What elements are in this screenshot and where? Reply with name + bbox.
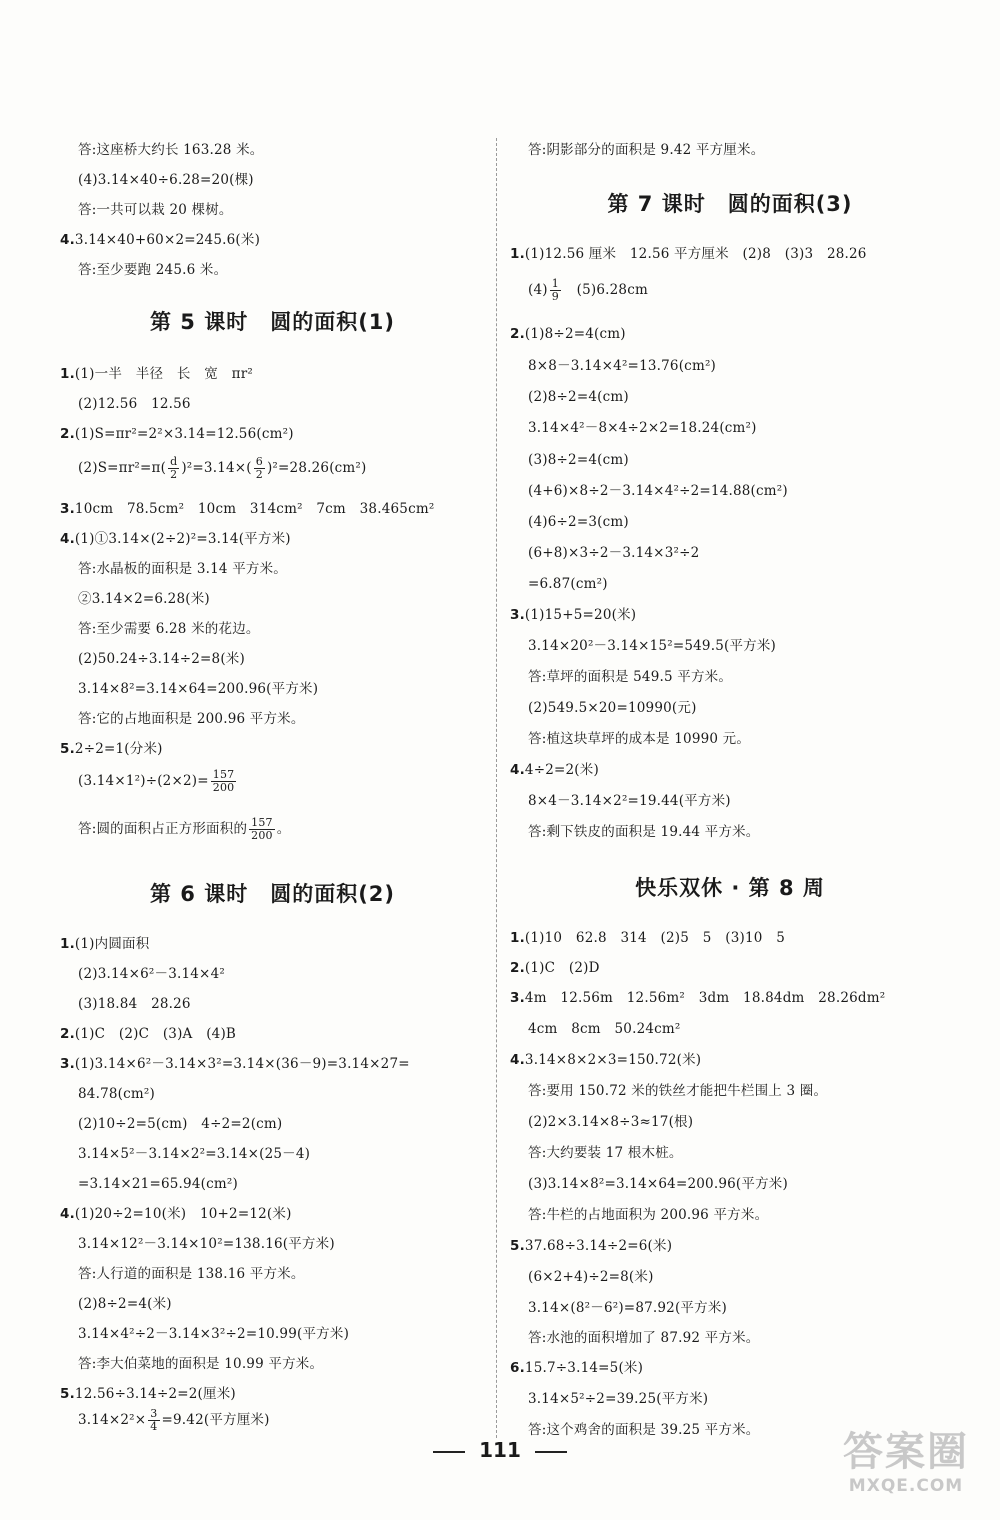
answer-line: 5.2÷2=1(分米) bbox=[60, 741, 163, 757]
answer-line: 答:植这块草坪的成本是 10990 元。 bbox=[528, 731, 751, 747]
answer-line: 4.4÷2=2(米) bbox=[510, 762, 599, 778]
answer-line: 答:至少要跑 245.6 米。 bbox=[78, 262, 228, 278]
answer-line: 3.14×8²=3.14×64=200.96(平方米) bbox=[78, 681, 319, 697]
answer-line: (2)2×3.14×8÷3≈17(根) bbox=[528, 1114, 694, 1130]
answer-line: 3.(1)3.14×6²－3.14×3²=3.14×(36－9)=3.14×27= bbox=[60, 1056, 410, 1072]
answer-line: 5.12.56÷3.14÷2=2(厘米) bbox=[60, 1386, 236, 1402]
formula-line: (3.14×1²)÷(2×2)= $\frac{157}{200}$ bbox=[78, 768, 235, 794]
answer-line: 5.37.68÷3.14÷2=6(米) bbox=[510, 1238, 673, 1254]
answer-line: (4+6)×8÷2－3.14×4²÷2=14.88(cm²) bbox=[528, 483, 788, 499]
question-number: 4. bbox=[60, 232, 75, 248]
answer-line: 3.14×4²－8×4÷2×2=18.24(cm²) bbox=[528, 420, 757, 436]
answer-line: 3.14×5²÷2=39.25(平方米) bbox=[528, 1391, 709, 1407]
fraction: $\frac{d}{2}$ bbox=[170, 455, 178, 481]
answer-line: 3.14×20²－3.14×15²=549.5(平方米) bbox=[528, 638, 777, 654]
answer-line: (3)18.84 28.26 bbox=[78, 996, 191, 1012]
answer-line: 4cm 8cm 50.24cm² bbox=[528, 1021, 681, 1037]
lesson6-title: 第 6 课时 圆的面积(2) bbox=[149, 882, 396, 906]
answer-line: 答:要用 150.72 米的铁丝才能把牛栏围上 3 圈。 bbox=[528, 1083, 828, 1099]
answer-line: 84.78(cm²) bbox=[78, 1086, 155, 1102]
answer-line: (4)3.14×40÷6.28=20(棵) bbox=[78, 172, 254, 188]
formula-line: 3.14×2²× $\frac{3}{4}$ =9.42(平方厘米) bbox=[78, 1407, 270, 1433]
answer-line: ②3.14×2=6.28(米) bbox=[78, 591, 210, 607]
answer-line: 答:阴影部分的面积是 9.42 平方厘米。 bbox=[528, 142, 765, 158]
formula-line: (4) $\frac{1}{9}$ (5)6.28cm bbox=[528, 277, 648, 303]
lesson7-title: 第 7 课时 圆的面积(3) bbox=[607, 192, 853, 216]
answer-line: (2)3.14×6²－3.14×4² bbox=[78, 966, 225, 982]
answer-line: 2.(1)S=πr²=2²×3.14=12.56(cm²) bbox=[60, 426, 294, 442]
answer-line: 答:水池的面积增加了 87.92 平方米。 bbox=[528, 1330, 760, 1346]
answer-line: 答:至少需要 6.28 米的花边。 bbox=[78, 621, 260, 637]
answer-line: 3.4m 12.56m 12.56m² 3dm 18.84dm 28.26dm² bbox=[510, 990, 886, 1006]
answer-line: (6+8)×3÷2－3.14×3²÷2 bbox=[528, 545, 700, 561]
answer-line: 答:剩下铁皮的面积是 19.44 平方米。 bbox=[528, 824, 760, 840]
answer-line: 3.14×12²－3.14×10²=138.16(平方米) bbox=[78, 1236, 335, 1252]
page-number: 111 bbox=[479, 1438, 521, 1462]
answer-line: 6.15.7÷3.14=5(米) bbox=[510, 1360, 644, 1376]
answer-line: 答:李大伯菜地的面积是 10.99 平方米。 bbox=[78, 1356, 324, 1372]
answer-line: 答:大约要装 17 根木桩。 bbox=[528, 1145, 683, 1161]
answer-line: 答:草坪的面积是 549.5 平方米。 bbox=[528, 669, 733, 685]
answer-line: 2.(1)8÷2=4(cm) bbox=[510, 326, 626, 342]
answer-line: (6×2+4)÷2=8(米) bbox=[528, 1269, 654, 1285]
answer-line: (3)3.14×8²=3.14×64=200.96(平方米) bbox=[528, 1176, 788, 1192]
answer-line: 4.3.14×40+60×2=245.6(米) bbox=[60, 232, 261, 248]
week8-title: 快乐双休 · 第 8 周 bbox=[635, 876, 825, 900]
answer-line: 答:牛栏的占地面积为 200.96 平方米。 bbox=[528, 1207, 769, 1223]
answer-line: (2)8÷2=4(cm) bbox=[528, 389, 629, 405]
answer-line: 答:这座桥大约长 163.28 米。 bbox=[78, 142, 264, 158]
formula-line: (2)S=πr²=π( $\frac{d}{2}$ )²=3.14×( $\frac{6}{2}$ )²=28.26(cm²) bbox=[78, 455, 367, 481]
answer-line: 3.14×4²÷2－3.14×3²÷2=10.99(平方米) bbox=[78, 1326, 350, 1342]
answer-line: (2)10÷2=5(cm) 4÷2=2(cm) bbox=[78, 1116, 283, 1132]
answer-line: 1.(1)10 62.8 314 (2)5 5 (3)10 5 bbox=[510, 930, 786, 946]
answer-line: 8×4－3.14×2²=19.44(平方米) bbox=[528, 793, 731, 809]
answer-line: 答:人行道的面积是 138.16 平方米。 bbox=[78, 1266, 305, 1282]
answer-line: (2)50.24÷3.14÷2=8(米) bbox=[78, 651, 245, 667]
answer-line: 3.10cm 78.5cm² 10cm 314cm² 7cm 38.465cm² bbox=[60, 501, 435, 517]
fraction: $\frac{157}{200}$ bbox=[212, 768, 235, 794]
footer-dash bbox=[535, 1451, 567, 1453]
footer-dash bbox=[433, 1451, 465, 1453]
answer-line: 1.(1)12.56 厘米 12.56 平方厘米 (2)8 (3)3 28.26 bbox=[510, 246, 867, 262]
column-divider bbox=[496, 138, 497, 1438]
fraction: $\frac{3}{4}$ bbox=[150, 1407, 158, 1433]
formula-line: 答:圆的面积占正方形面积的 $\frac{157}{200}$ 。 bbox=[78, 816, 291, 842]
answer-line: 3.14×(8²－6²)=87.92(平方米) bbox=[528, 1300, 727, 1316]
lesson5-title: 第 5 课时 圆的面积(1) bbox=[149, 310, 396, 334]
answer-line: 4.3.14×8×2×3=150.72(米) bbox=[510, 1052, 702, 1068]
answer-line: (2)8÷2=4(米) bbox=[78, 1296, 172, 1312]
answer-line: (3)8÷2=4(cm) bbox=[528, 452, 629, 468]
answer-line: 答:水晶板的面积是 3.14 平方米。 bbox=[78, 561, 287, 577]
answer-line: 2.(1)C (2)D bbox=[510, 960, 600, 976]
answer-line: 8×8－3.14×4²=13.76(cm²) bbox=[528, 358, 717, 374]
answer-line: 答:这个鸡舍的面积是 39.25 平方米。 bbox=[528, 1422, 760, 1438]
answer-line: (2)12.56 12.56 bbox=[78, 396, 191, 412]
answer-line: 3.14×5²－3.14×2²=3.14×(25－4) bbox=[78, 1146, 311, 1162]
fraction: $\frac{157}{200}$ bbox=[251, 816, 273, 842]
watermark-url: MXQE.COM bbox=[848, 1476, 964, 1496]
answer-line: 4.(1)20÷2=10(米) 10+2=12(米) bbox=[60, 1206, 292, 1222]
watermark-logo: 答案圈 bbox=[843, 1429, 969, 1475]
answer-line: 1.(1)内圆面积 bbox=[60, 936, 150, 952]
answer-line: 4.(1)①3.14×(2÷2)²=3.14(平方米) bbox=[60, 531, 291, 547]
answer-line: 答:一共可以栽 20 棵树。 bbox=[78, 202, 233, 218]
answer-line: 2.(1)C (2)C (3)A (4)B bbox=[60, 1026, 237, 1042]
watermark bbox=[826, 1428, 986, 1514]
answer-line: =6.87(cm²) bbox=[528, 576, 608, 592]
answer-line: =3.14×21=65.94(cm²) bbox=[78, 1176, 238, 1192]
fraction: $\frac{6}{2}$ bbox=[255, 455, 263, 481]
answer-line: 1.(1)一半 半径 长 宽 πr² bbox=[60, 366, 253, 382]
fraction: $\frac{1}{9}$ bbox=[551, 277, 559, 303]
answer-line: (4)6÷2=3(cm) bbox=[528, 514, 629, 530]
answer-line: (2)549.5×20=10990(元) bbox=[528, 700, 697, 716]
answer-line: 3.(1)15+5=20(米) bbox=[510, 607, 637, 623]
answer-line: 答:它的占地面积是 200.96 平方米。 bbox=[78, 711, 305, 727]
